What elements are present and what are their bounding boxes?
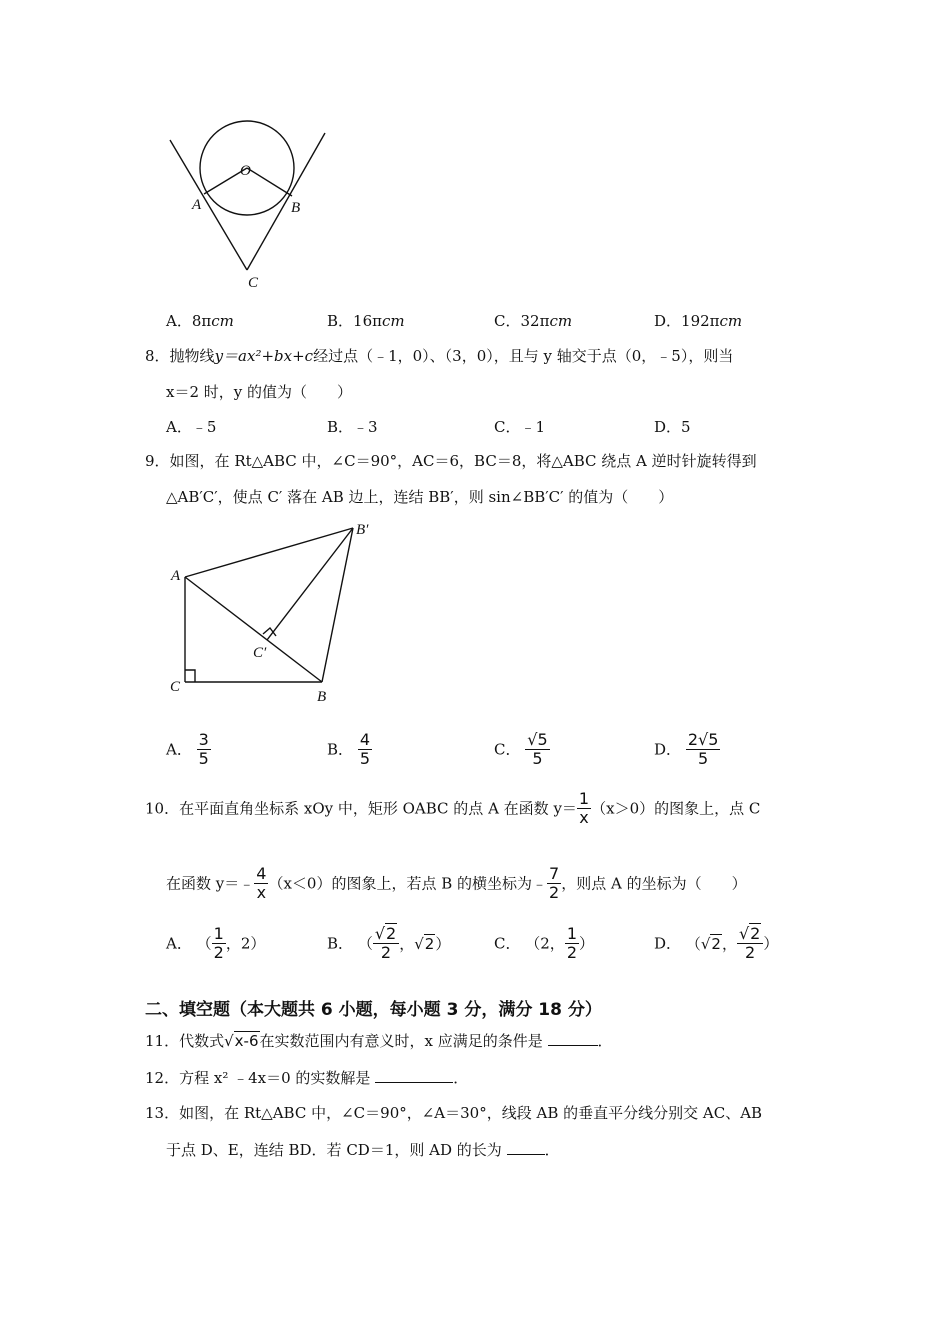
- q9-figure: [160, 515, 390, 710]
- answer-blank[interactable]: [507, 1140, 545, 1155]
- q7-option-d[interactable]: D．192πcm: [654, 312, 743, 330]
- segment-ab: [185, 577, 322, 682]
- segment-b-prime-c-prime: [267, 528, 353, 640]
- q8-option-b[interactable]: B．﹣3: [327, 418, 378, 436]
- q10-option-a[interactable]: A． （ $\frac{1}{2}$ ，2）: [166, 924, 266, 962]
- q9-option-d[interactable]: D． $\frac{2√5}{5}$: [654, 730, 719, 768]
- q9-option-c[interactable]: C． $\frac{√5}{5}$: [494, 730, 548, 768]
- label-o: O: [240, 163, 251, 179]
- fraction: $\frac{1}{x}$: [578, 789, 590, 827]
- label-b: B: [291, 200, 301, 216]
- label-c: C: [248, 275, 259, 291]
- q8-line-1: 8．抛物线y＝ax²+bx+c经过点（﹣1，0）、（3，0），且与 y 轴交于点（0，﹣5），则当: [145, 347, 734, 365]
- fraction: $\frac{4}{5}$: [359, 730, 370, 768]
- fraction: $\frac{√5}{5}$: [527, 730, 548, 768]
- segment-bb-prime: [322, 528, 353, 682]
- q10-line-1: 10．在平面直角坐标系 xOy 中，矩形 OABC 的点 A 在函数 y＝ $\frac{1}{x}$ （x＞0）的图象上，点 C: [145, 789, 761, 827]
- question-number: 8．: [145, 347, 170, 365]
- q13-line-1: 13．如图，在 Rt△ABC 中，∠C＝90°，∠A＝30°，线段 AB 的垂直平分线分别交 AC、AB: [145, 1104, 763, 1122]
- q7-option-c[interactable]: C．32πcm: [494, 312, 573, 330]
- label-c-prime: C′: [253, 645, 267, 661]
- fraction: $\frac{2√5}{5}$: [687, 730, 719, 768]
- q9-option-a[interactable]: A． $\frac{3}{5}$: [166, 730, 209, 768]
- question-number: 11．: [145, 1032, 180, 1050]
- q10-option-c[interactable]: C． （2， $\frac{1}{2}$ ）: [494, 924, 595, 962]
- q10-line-2: 在函数 y＝﹣ $\frac{4}{x}$ （x＜0）的图象上，若点 B 的横坐标为﹣ $\frac{7}{2}$ ，则点 A 的坐标为（ ）: [166, 864, 747, 902]
- radius-ob: [247, 168, 292, 196]
- q9-option-b[interactable]: B． $\frac{4}{5}$: [327, 730, 370, 768]
- q13-line-2: 于点 D、E，连结 BD．若 CD＝1，则 AD 的长为 ．: [166, 1141, 560, 1159]
- q8-option-d[interactable]: D．5: [654, 418, 691, 436]
- q10-option-b[interactable]: B． （ $\frac{√2}{2}$ ，√2）: [327, 924, 451, 962]
- q12-line: 12．方程 x² ﹣4x＝0 的实数解是 ．: [145, 1069, 469, 1087]
- q7-option-a[interactable]: A．8πcm: [166, 312, 234, 330]
- segment-ab-prime: [185, 528, 353, 577]
- q11-line: 11．代数式√x-6在实数范围内有意义时，x 应满足的条件是 ．: [145, 1032, 613, 1050]
- right-angle-mark-c: [185, 670, 195, 682]
- q9-line-1: 9．如图，在 Rt△ABC 中，∠C＝90°，AC＝6，BC＝8，将△ABC 绕点 A 逆时针旋转得到: [145, 452, 757, 470]
- fraction: $\frac{7}{2}$: [549, 864, 560, 902]
- right-angle-mark-c-prime: [263, 628, 276, 636]
- tangent-line-bc: [247, 133, 325, 270]
- q8-option-c[interactable]: C．﹣1: [494, 418, 546, 436]
- radical: √x-6: [224, 1032, 259, 1050]
- fraction: $\frac{4}{x}$: [256, 864, 267, 902]
- label-c: C: [170, 679, 181, 695]
- q10-option-d[interactable]: D． （√2， $\frac{√2}{2}$ ）: [654, 924, 779, 962]
- answer-blank[interactable]: [548, 1031, 598, 1046]
- q7-option-b[interactable]: B．16πcm: [327, 312, 405, 330]
- q7-figure: [160, 120, 340, 300]
- question-number: 12．: [145, 1069, 180, 1087]
- label-a: A: [171, 568, 181, 584]
- label-a: A: [192, 197, 202, 213]
- fraction: $\frac{3}{5}$: [198, 730, 209, 768]
- label-b: B: [317, 689, 327, 705]
- q9-line-2: △AB′C′，使点 C′ 落在 AB 边上，连结 BB′，则 sin∠BB′C′ 的值为（ ）: [166, 488, 674, 506]
- tangent-line-ac: [170, 140, 247, 270]
- q8-option-a[interactable]: A．﹣5: [166, 418, 217, 436]
- answer-blank[interactable]: [375, 1068, 453, 1083]
- section-heading: 二、填空题（本大题共 6 小题，每小题 3 分，满分 18 分）: [145, 1000, 602, 1020]
- q8-line-2: x＝2 时，y 的值为（ ）: [166, 383, 353, 401]
- question-number: 13．: [145, 1104, 180, 1122]
- label-b-prime: B′: [356, 522, 369, 538]
- question-number: 9．: [145, 452, 170, 470]
- question-number: 10．: [145, 799, 180, 818]
